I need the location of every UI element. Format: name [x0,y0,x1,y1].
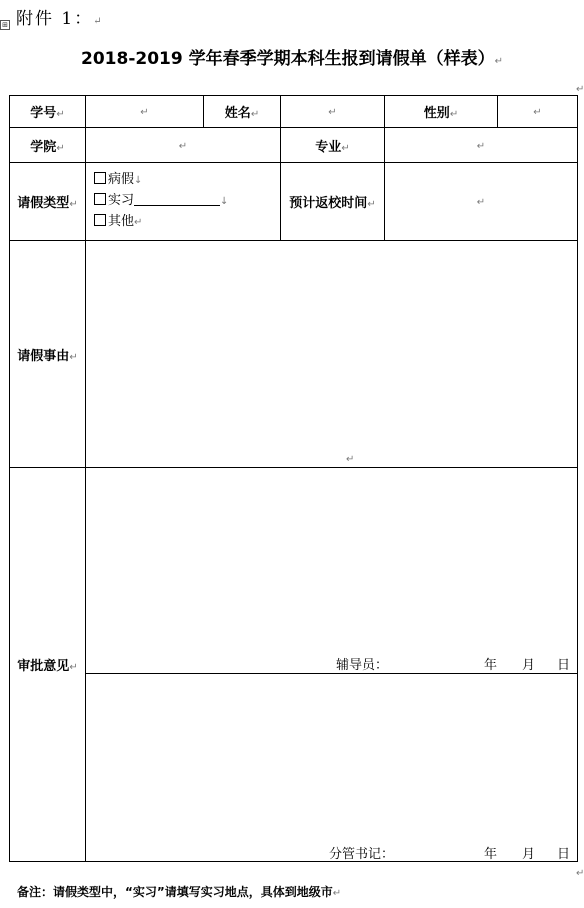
attachment-label: 附件 1：↵ [16,9,104,29]
secretary-year-label: 年 [484,847,498,862]
gender-label: 性别↵ [385,96,498,128]
internship-location-blank[interactable] [134,193,220,206]
leave-form-table [9,95,578,862]
paragraph-mark-icon: ↵ [367,199,376,210]
paragraph-mark-icon: ↵ [69,199,78,210]
table-row [10,468,578,862]
approval-label: 审批意见↵ [10,468,86,862]
paragraph-mark-icon: ↵ [341,142,350,154]
counselor-day-label: 日 [557,658,571,673]
reason-field[interactable] [86,241,578,468]
option-sick-leave[interactable]: 病假↓ [94,170,280,191]
table-row [10,96,578,128]
reason-label: 请假事由↵ [10,241,86,468]
paragraph-mark-icon: ↵ [134,217,143,228]
page-title: 2018-2019 学年春季学期本科生报到请假单（样表）↵ [81,49,503,69]
approval-area [86,468,578,862]
checkbox-icon[interactable] [94,193,106,205]
paragraph-mark-icon: ↵ [533,107,542,118]
paragraph-mark-icon: ↵ [476,140,486,152]
college-field[interactable] [86,128,281,163]
major-field[interactable] [385,128,578,163]
secretary-signature-label: 分管书记： [329,847,395,862]
option-internship[interactable]: 实习 ↓ [94,191,280,212]
paragraph-mark-icon: ↵ [476,197,486,208]
gender-field[interactable] [498,96,578,128]
paragraph-mark-icon: ↵ [449,109,459,120]
paragraph-mark-icon: ↵ [140,107,149,118]
student-id-label: 学号↵ [10,96,86,128]
paragraph-mark-icon: ↵ [328,107,337,118]
secretary-month-label: 月 [522,847,536,862]
paragraph-mark-icon: ↵ [178,140,188,152]
counselor-year-label: 年 [484,658,498,673]
paragraph-mark-icon: ↵ [576,868,584,879]
college-label: 学院↵ [10,128,86,163]
option-other[interactable]: 其他↵ [94,212,280,233]
checkbox-icon[interactable] [94,172,106,184]
paragraph-mark-icon: ↵ [69,351,78,363]
student-id-field[interactable] [86,96,204,128]
paragraph-mark-icon: ↵ [56,142,65,154]
counselor-month-label: 月 [522,658,536,673]
name-label: 姓名↵ [204,96,281,128]
leave-type-options [86,163,281,241]
counselor-signature-label: 辅导员： [336,658,389,673]
approval-divider [86,673,577,674]
footnote: 备注：请假类型中，“实习”请填写实习地点，具体到地级市↵ [17,885,342,899]
paragraph-mark-icon: ↵ [332,888,342,899]
table-move-handle-icon[interactable]: ⊞ [0,20,10,30]
line-break-mark-icon: ↓ [220,196,229,207]
secretary-day-label: 日 [557,847,571,862]
table-row [10,163,578,241]
paragraph-mark-icon: ↵ [494,56,503,67]
name-field[interactable] [281,96,385,128]
paragraph-mark-icon: ↵ [250,109,260,120]
table-row [10,241,578,468]
paragraph-mark-icon: ↵ [576,84,584,95]
paragraph-mark-icon: ↵ [346,454,355,465]
paragraph-mark-icon: ↵ [93,16,104,27]
table-row [10,128,578,163]
leave-type-label: 请假类型↵ [10,163,86,241]
paragraph-mark-icon: ↵ [56,109,65,120]
major-label: 专业↵ [281,128,385,163]
paragraph-mark-icon: ↵ [69,662,78,673]
return-time-field[interactable] [385,163,578,241]
checkbox-icon[interactable] [94,214,106,226]
return-time-label: 预计返校时间↵ [281,163,385,241]
line-break-mark-icon: ↓ [134,175,143,186]
